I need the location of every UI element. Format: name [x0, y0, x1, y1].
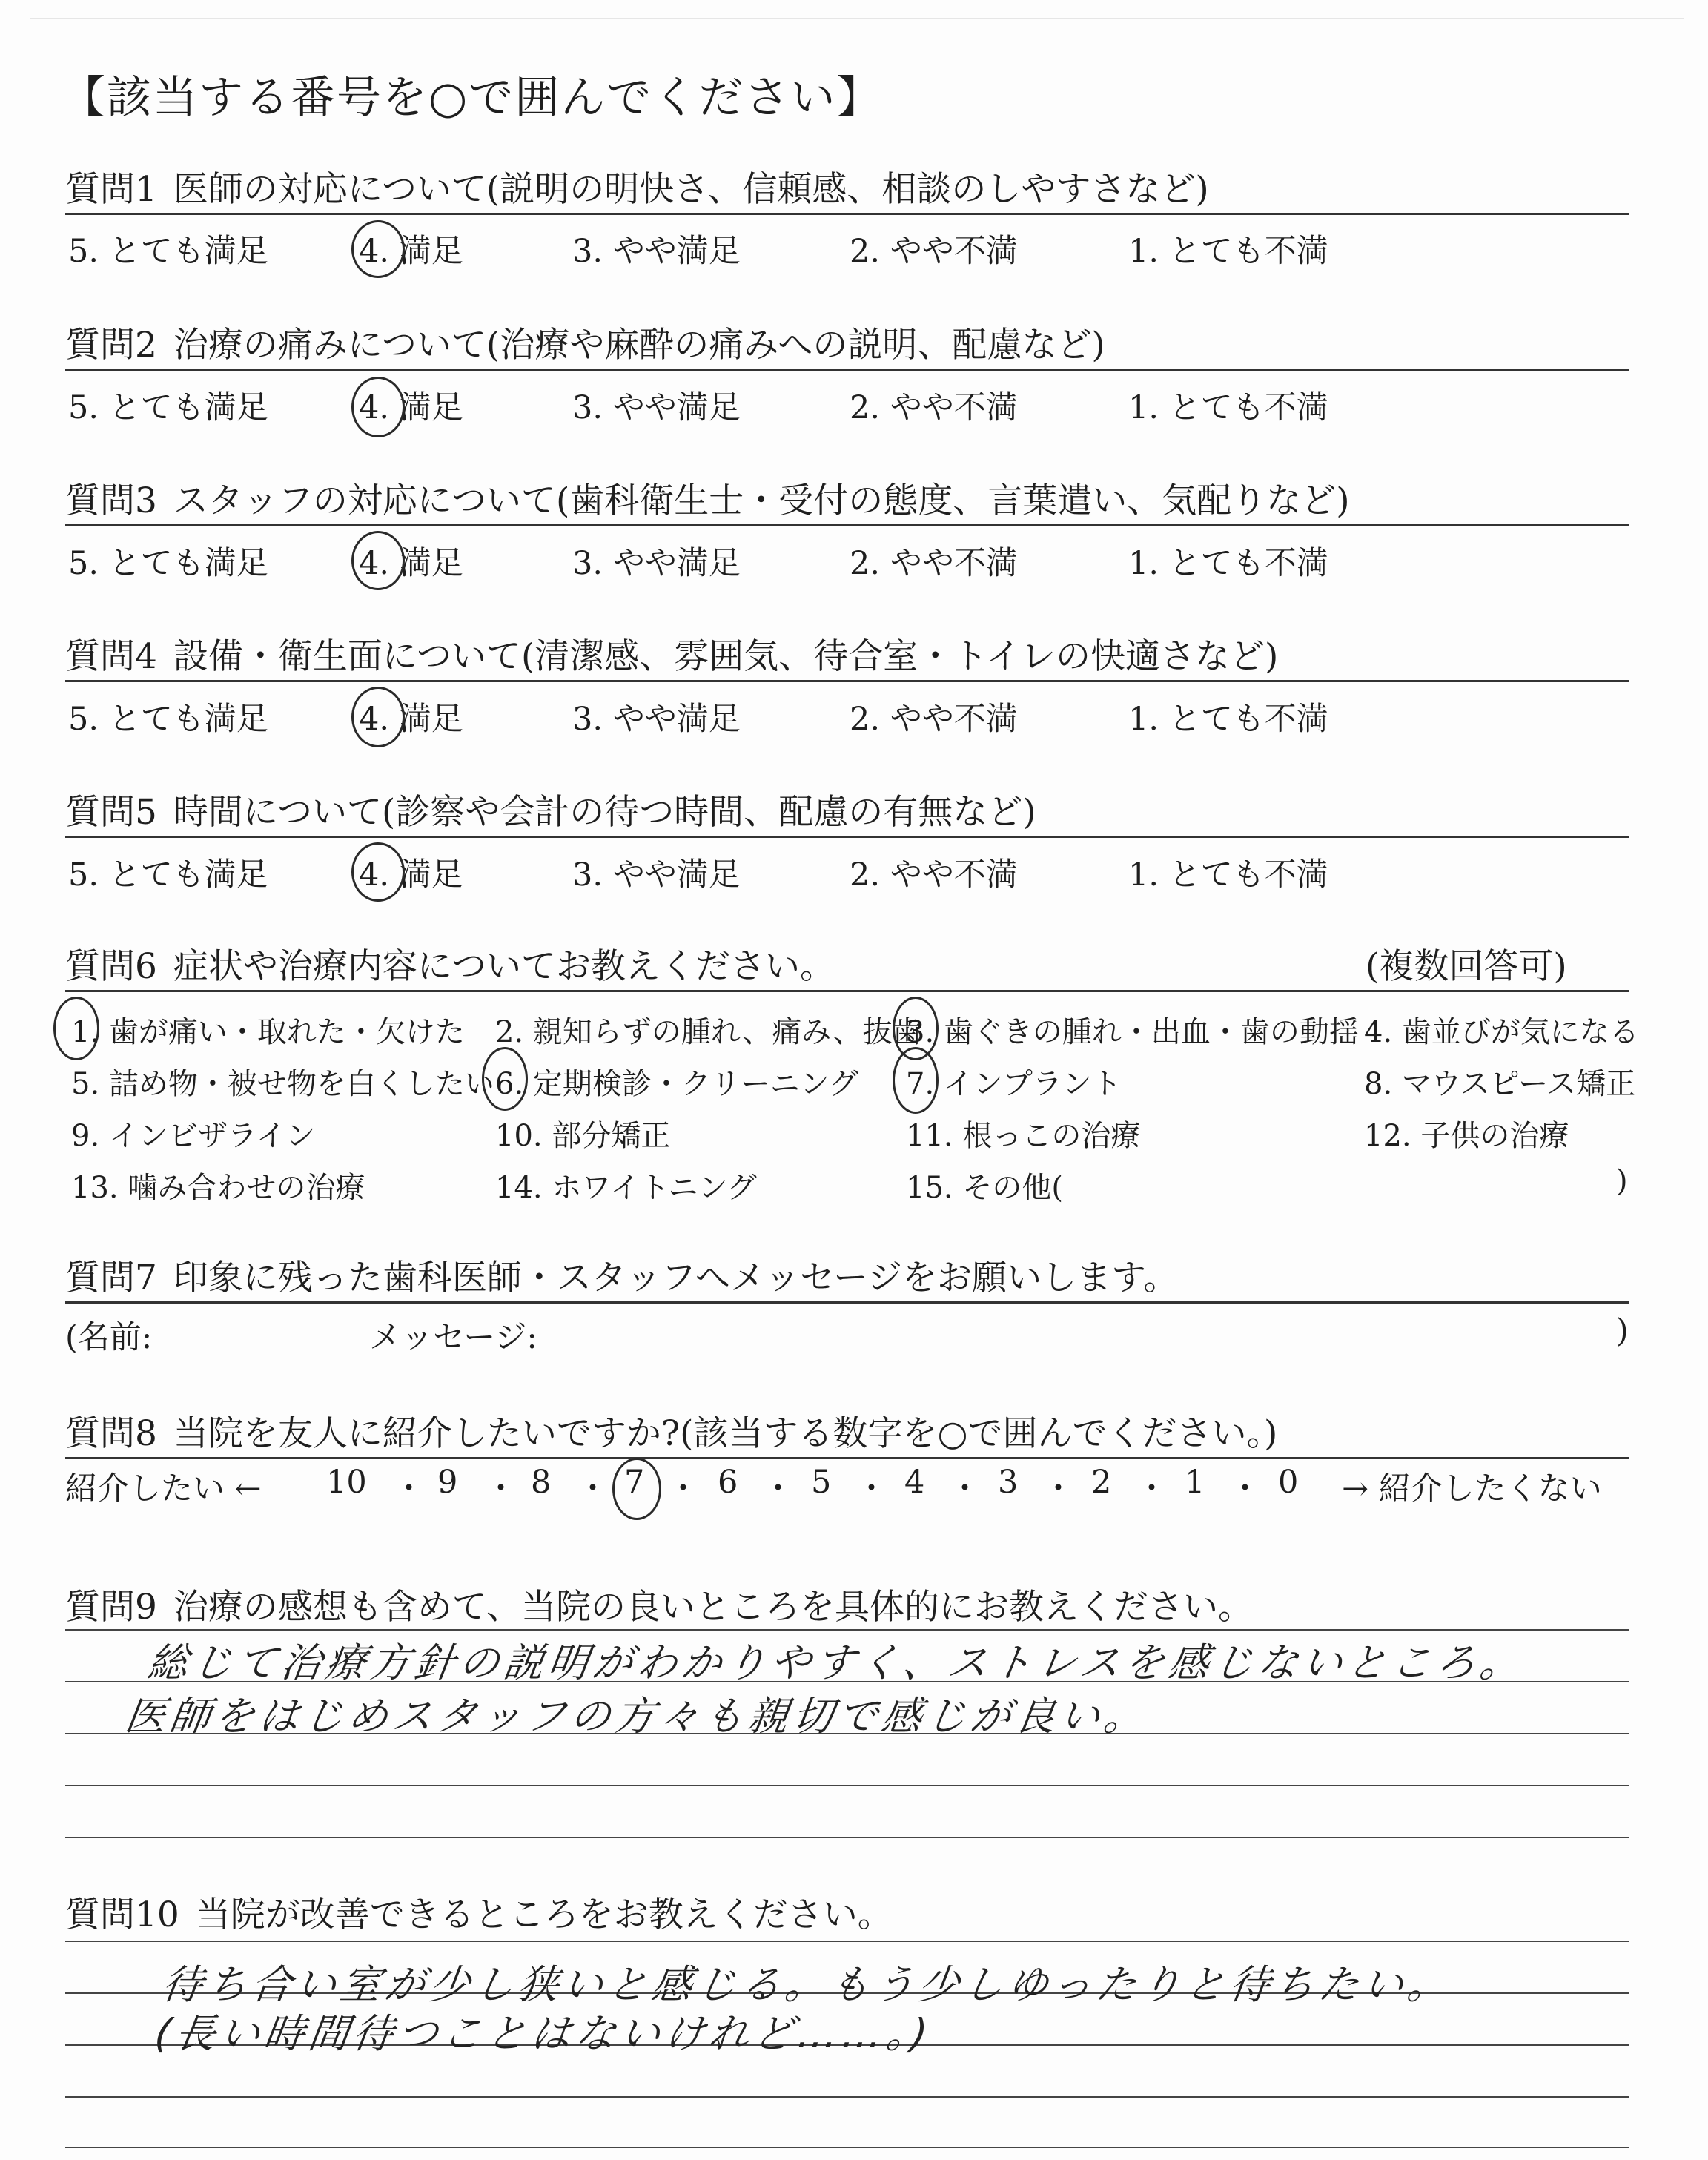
option-4[interactable]: 4. 満足 — [359, 701, 463, 738]
scale-dot: ・ — [577, 1470, 609, 1507]
question-10-title — [65, 1887, 893, 1937]
answer-line — [65, 1837, 1629, 1838]
handwritten-answer: 待ち合い室が少し狭いと感じる。もう少しゆったりと待ちたい。 — [159, 1961, 1456, 2008]
scale-left-label: 紹介したい ← — [65, 1470, 262, 1507]
question-8-title — [65, 1406, 1277, 1456]
symptom-option-11[interactable]: 11. 根っこの治療 — [906, 1119, 1141, 1153]
answer-line — [65, 2096, 1629, 2098]
option-2[interactable]: 2. やや不満 — [850, 701, 1018, 738]
question-9-title — [65, 1579, 1253, 1629]
question-text: 当院を友人に紹介したいですか?(該当する数字を○で囲んでください。) — [173, 1413, 1278, 1454]
handwritten-answer: 医師をはじめスタッフの方々も親切で感じが良い。 — [122, 1693, 1152, 1740]
option-1[interactable]: 1. とても不満 — [1128, 701, 1328, 738]
question-text: 印象に残った歯科医師・スタッフへメッセージをお願いします。 — [173, 1258, 1179, 1298]
question-number: 質問1 — [65, 169, 157, 210]
handwritten-answer: 総じて治療方針の説明がわかりやすく、ストレスを感じないところ。 — [145, 1639, 1529, 1686]
option-1[interactable]: 1. とても不満 — [1128, 545, 1328, 582]
symptom-option-13[interactable]: 13. 噛み合わせの治療 — [71, 1171, 365, 1205]
answer-line — [65, 1629, 1629, 1631]
answer-line — [65, 2147, 1629, 2148]
option-5[interactable]: 5. とても満足 — [68, 856, 268, 894]
symptom-option-9[interactable]: 9. インビザライン — [71, 1119, 316, 1153]
question-number: 質問10 — [65, 1895, 179, 1935]
question-text: 症状や治療内容についてお教えください。 — [173, 946, 835, 987]
scale-4[interactable]: 4 — [904, 1464, 925, 1501]
option-5[interactable]: 5. とても満足 — [68, 545, 268, 582]
answer-circle — [482, 1047, 528, 1111]
question-text: 時間について(診察や会計の待つ時間、配慮の有無など) — [173, 792, 1036, 833]
answer-circle — [351, 220, 405, 278]
question-text: 治療の痛みについて(治療や麻酔の痛みへの説明、配慮など) — [173, 325, 1105, 366]
answer-circle — [53, 997, 99, 1060]
question-2-title — [65, 317, 1105, 367]
option-3[interactable]: 3. やや満足 — [572, 701, 741, 738]
option-2[interactable]: 2. やや不満 — [850, 233, 1018, 270]
question-number: 質問6 — [65, 946, 157, 987]
question-text: 医師の対応について(説明の明快さ、信頼感、相談のしやすさなど) — [173, 169, 1209, 210]
question-7-rule — [65, 1301, 1629, 1304]
answer-line — [65, 1785, 1629, 1786]
question-4-options — [0, 694, 1708, 739]
answer-circle — [893, 1047, 939, 1114]
name-label: (名前: — [65, 1319, 153, 1356]
scale-1[interactable]: 1 — [1185, 1464, 1205, 1501]
question-number: 質問8 — [65, 1413, 157, 1454]
question-number: 質問3 — [65, 480, 157, 521]
symptom-option-14[interactable]: 14. ホワイトニング — [495, 1171, 757, 1205]
scale-dot: ・ — [1229, 1470, 1261, 1507]
question-1-title — [65, 162, 1209, 211]
scale-7[interactable]: 7 — [624, 1464, 645, 1501]
question-1-options — [0, 226, 1708, 271]
answer-circle — [612, 1458, 661, 1520]
symptom-option-4[interactable]: 4. 歯並びが気になる — [1364, 1015, 1639, 1049]
question-6-title — [65, 939, 835, 988]
question-6-rule — [65, 990, 1629, 992]
scale-dot: ・ — [1136, 1470, 1168, 1507]
other-close-paren: ) — [1616, 1164, 1628, 1198]
scale-dot: ・ — [1042, 1470, 1074, 1507]
symptom-option-6[interactable]: 6. 定期検診・クリーニング — [495, 1067, 859, 1101]
scale-0[interactable]: 0 — [1278, 1464, 1299, 1501]
option-2[interactable]: 2. やや不満 — [850, 856, 1018, 894]
scale-dot: ・ — [855, 1470, 887, 1507]
symptom-option-7[interactable]: 7. インプラント — [906, 1067, 1122, 1101]
answer-circle — [351, 531, 405, 590]
option-3[interactable]: 3. やや満足 — [572, 389, 741, 426]
scale-6[interactable]: 6 — [718, 1464, 738, 1501]
question-number: 質問4 — [65, 636, 157, 677]
option-2[interactable]: 2. やや不満 — [850, 545, 1018, 582]
question-2-options — [0, 383, 1708, 427]
scale-9[interactable]: 9 — [437, 1464, 458, 1501]
option-3[interactable]: 3. やや満足 — [572, 545, 741, 582]
question-number: 質問7 — [65, 1258, 157, 1298]
message-row — [0, 1312, 1708, 1357]
question-1-rule — [65, 213, 1629, 215]
question-number: 質問9 — [65, 1587, 157, 1628]
question-5-rule — [65, 836, 1629, 838]
option-1[interactable]: 1. とても不満 — [1128, 856, 1328, 894]
option-4[interactable]: 4. 満足 — [359, 856, 463, 894]
symptom-option-1[interactable]: 1. 歯が痛い・取れた・欠けた — [71, 1015, 465, 1049]
answer-circle — [351, 687, 405, 747]
question-text: スタッフの対応について(歯科衛生士・受付の態度、言葉遣い、気配りなど) — [173, 480, 1350, 521]
question-text: 設備・衛生面について(清潔感、雰囲気、待合室・トイレの快適さなど) — [173, 636, 1279, 677]
question-5-title — [65, 785, 1036, 834]
symptom-option-12[interactable]: 12. 子供の治療 — [1364, 1119, 1569, 1153]
option-5[interactable]: 5. とても満足 — [68, 389, 268, 426]
question-number: 質問5 — [65, 792, 157, 833]
scale-8[interactable]: 8 — [531, 1464, 552, 1501]
option-4[interactable]: 4. 満足 — [359, 545, 463, 582]
question-3-rule — [65, 524, 1629, 526]
option-3[interactable]: 3. やや満足 — [572, 233, 741, 270]
question-2-rule — [65, 369, 1629, 371]
question-number: 質問2 — [65, 325, 157, 366]
scale-dot: ・ — [949, 1470, 981, 1507]
question-5-options — [0, 850, 1708, 894]
question-4-rule — [65, 680, 1629, 682]
option-1[interactable]: 1. とても不満 — [1128, 233, 1328, 270]
scale-right-label: → 紹介したくない — [1342, 1470, 1602, 1507]
symptom-option-8[interactable]: 8. マウスピース矯正 — [1364, 1067, 1636, 1101]
question-3-options — [0, 538, 1708, 583]
symptom-option-15[interactable]: 15. その他( — [906, 1171, 1063, 1205]
message-close: ) — [1616, 1312, 1629, 1350]
multiple-answer-note: (複数回答可) — [1366, 946, 1567, 987]
option-3[interactable]: 3. やや満足 — [572, 856, 741, 894]
scale-10[interactable]: 10 — [326, 1464, 367, 1501]
handwritten-answer: (長い時間待つことはないけれど……。) — [152, 2010, 936, 2057]
symptom-option-2[interactable]: 2. 親知らずの腫れ、痛み、抜歯 — [495, 1015, 922, 1049]
option-5[interactable]: 5. とても満足 — [68, 701, 268, 738]
scale-dot: ・ — [667, 1470, 699, 1507]
question-text: 治療の感想も含めて、当院の良いところを具体的にお教えください。 — [173, 1587, 1253, 1628]
question-8-rule — [65, 1457, 1629, 1459]
scale-5[interactable]: 5 — [811, 1464, 832, 1501]
scale-dot: ・ — [485, 1470, 517, 1507]
message-label: メッセージ: — [369, 1319, 537, 1356]
symptom-option-5[interactable]: 5. 詰め物・被せ物を白くしたい — [71, 1067, 494, 1101]
question-4-title — [65, 629, 1278, 678]
question-3-title — [65, 473, 1350, 523]
option-4[interactable]: 4. 満足 — [359, 389, 463, 426]
symptom-option-3[interactable]: 3. 歯ぐきの腫れ・出血・歯の動揺 — [906, 1015, 1359, 1049]
option-4[interactable]: 4. 満足 — [359, 233, 463, 270]
scale-dot: ・ — [762, 1470, 794, 1507]
page-header: 【該当する番号を○で囲んでください】 — [61, 72, 883, 124]
symptom-option-10[interactable]: 10. 部分矯正 — [495, 1119, 671, 1153]
answer-circle — [351, 377, 405, 437]
option-2[interactable]: 2. やや不満 — [850, 389, 1018, 426]
option-1[interactable]: 1. とても不満 — [1128, 389, 1328, 426]
scale-dot: ・ — [393, 1470, 425, 1507]
answer-line — [65, 1941, 1629, 1942]
option-5[interactable]: 5. とても満足 — [68, 233, 268, 270]
question-7-title — [65, 1250, 1178, 1300]
scale-2[interactable]: 2 — [1091, 1464, 1112, 1501]
answer-circle — [351, 842, 405, 902]
scale-3[interactable]: 3 — [998, 1464, 1019, 1501]
question-text: 当院が改善できるところをお教えください。 — [195, 1895, 893, 1935]
